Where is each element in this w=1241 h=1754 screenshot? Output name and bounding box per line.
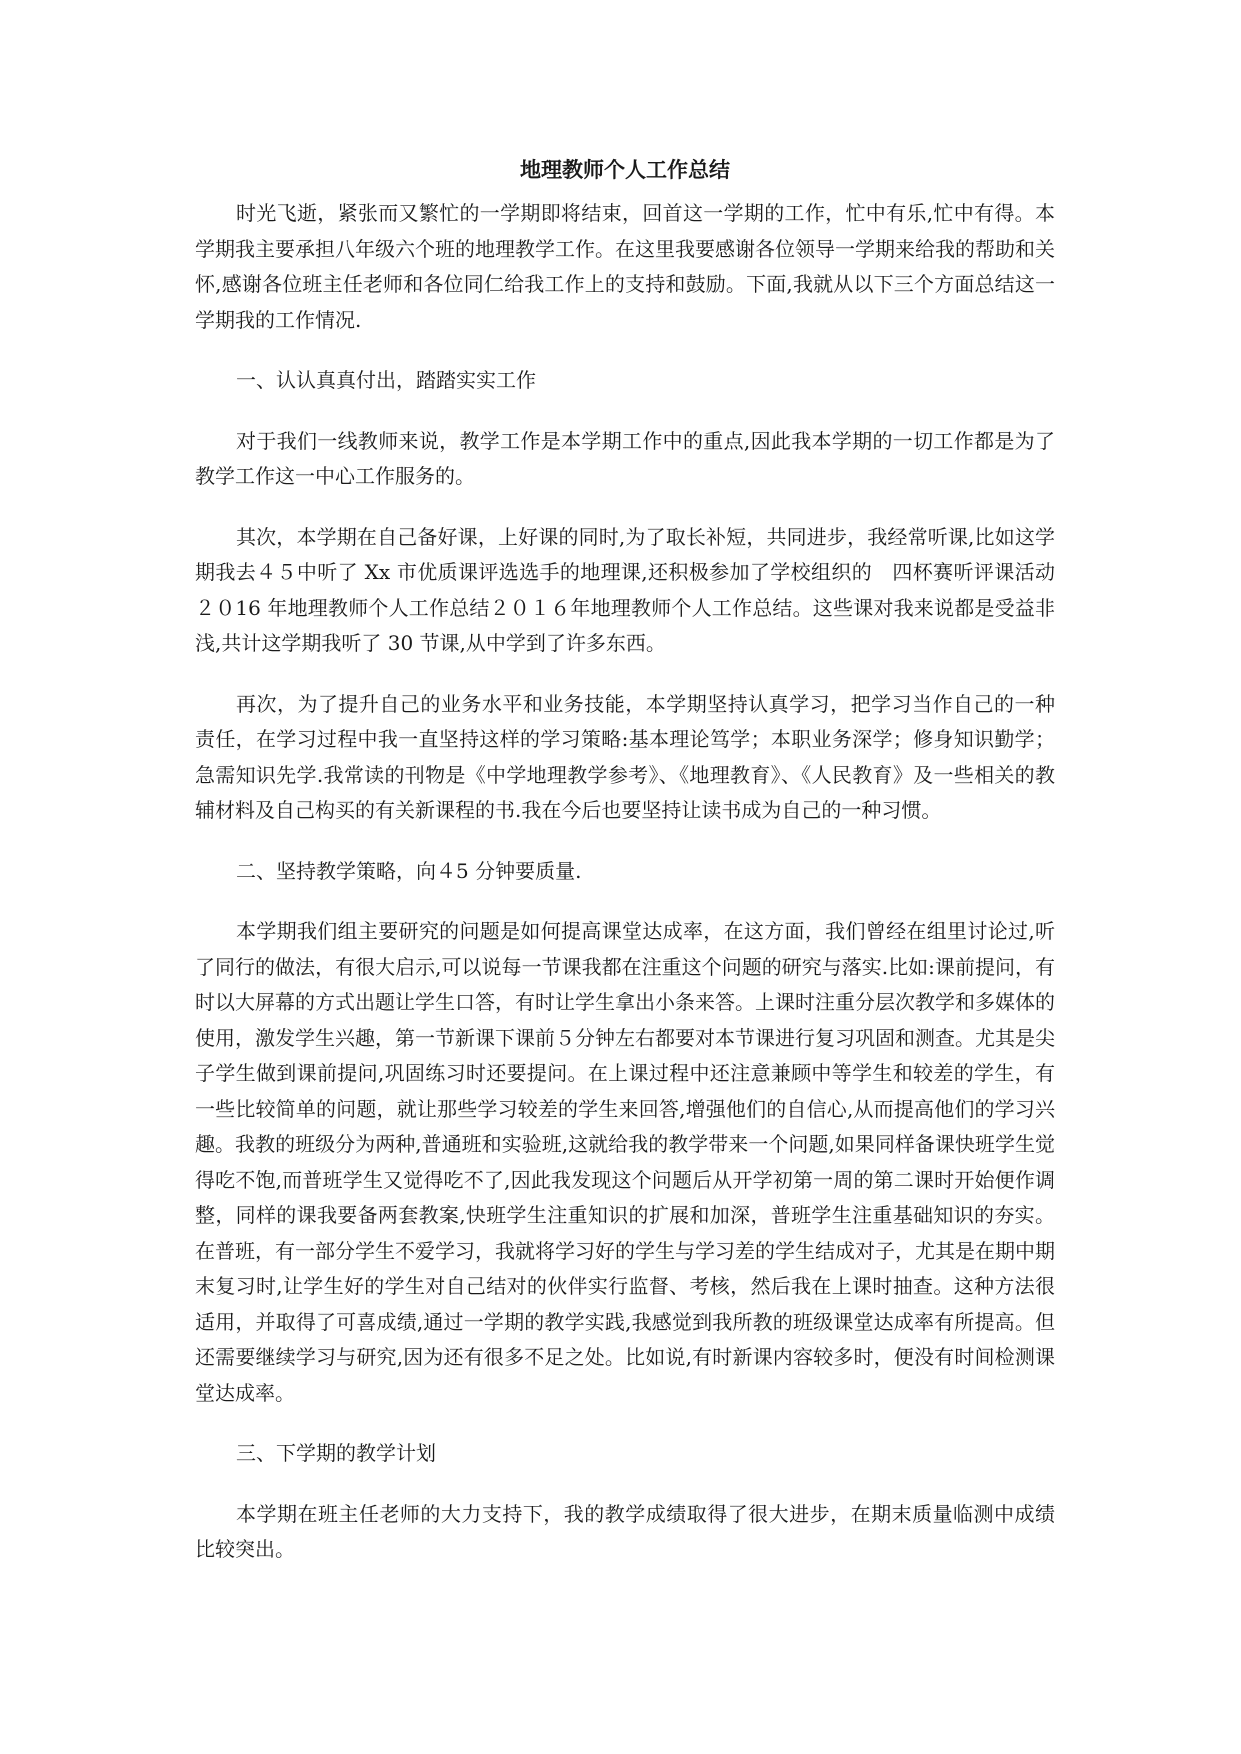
section-heading-2: 二、坚持教学策略，向４5 分钟要质量. (236, 858, 582, 883)
paragraph-next-term: 本学期在班主任老师的大力支持下，我的教学成绩取得了很大进步，在期末质量临测中成绩比较突出。 (195, 1501, 1055, 1561)
document-title: 地理教师个人工作总结 (520, 157, 730, 182)
paragraph-lesson-observation: 其次，本学期在自己备好课，上好课的同时,为了取长补短，共同进步，我经常听课,比如这学期我去４５中听了 Xx 市优质课评选选手的地理课,还积极参加了学校组织的 四杯赛听评课活动２０16 年地理教师个人工作总结２０１６年地理教师个人工作总结。这些课对我来说都是受益非浅,共计这学期我听了 30 节课,从中学到了许多东西。 (195, 524, 1055, 655)
intro-paragraph: 时光飞逝，紧张而又繁忙的一学期即将结束，回首这一学期的工作，忙中有乐,忙中有得。本学期我主要承担八年级六个班的地理教学工作。在这里我要感谢各位领导一学期来给我的帮助和关怀,感谢各位班主任老师和各位同仁给我工作上的支持和鼓励。下面,我就从以下三个方面总结这一学期我的工作情况. (195, 201, 1055, 332)
section-heading-3: 三、下学期的教学计划 (236, 1441, 436, 1465)
paragraph-teaching-focus: 对于我们一线教师来说，教学工作是本学期工作中的重点,因此我本学期的一切工作都是为了教学工作这一中心工作服务的。 (195, 428, 1055, 488)
paragraph-classroom-strategy: 本学期我们组主要研究的问题是如何提高课堂达成率，在这方面，我们曾经在组里讨论过,听了同行的做法，有很大启示,可以说每一节课我都在注重这个问题的研究与落实.比如:课前提问，有时以大屏幕的方式出题让学生口答，有时让学生拿出小条来答。上课时注重分层次教学和多媒体的使用，激发学生兴趣，第一节新课下课前５分钟左右都要对本节课进行复习巩固和测查。尤其是尖子学生做到课前提问,巩固练习时还要提问。在上课过程中还注意兼顾中等学生和较差的学生，有一些比较简单的问题，就让那些学习较差的学生来回答,增强他们的自信心,从而提高他们的学习兴趣。我教的班级分为两种,普通班和实验班,这就给我的教学带来一个问题,如果同样备课快班学生觉得吃不饱,而普班学生又觉得吃不了,因此我发现这个问题后从开学初第一周的第二课时开始便作调整，同样的课我要备两套教案,快班学生注重知识的扩展和加深，普班学生注重基础知识的夯实。在普班，有一部分学生不爱学习，我就将学习好的学生与学习差的学生结成对子，尤其是在期中期末复习时,让学生好的学生对自己结对的伙伴实行监督、考核，然后我在上课时抽查。这种方法很适用，并取得了可喜成绩,通过一学期的教学实践,我感觉到我所教的班级课堂达成率有所提高。但还需要继续学习与研究,因为还有很多不足之处。比如说,有时新课内容较多时，便没有时间检测课堂达成率。 (195, 919, 1055, 1405)
paragraph-study: 再次，为了提升自己的业务水平和业务技能，本学期坚持认真学习，把学习当作自己的一种责任，在学习过程中我一直坚持这样的学习策略:基本理论笃学；本职业务深学；修身知识勤学；急需知识先学.我常读的刊物是《中学地理教学参考》、《地理教育》、《人民教育》及一些相关的教辅材料及自己构买的有关新课程的书.我在今后也要坚持让读书成为自己的一种习惯。 (195, 691, 1055, 822)
document-body (195, 150, 1055, 1593)
section-heading-1: 一、认认真真付出，踏踏实实工作 (236, 368, 536, 392)
